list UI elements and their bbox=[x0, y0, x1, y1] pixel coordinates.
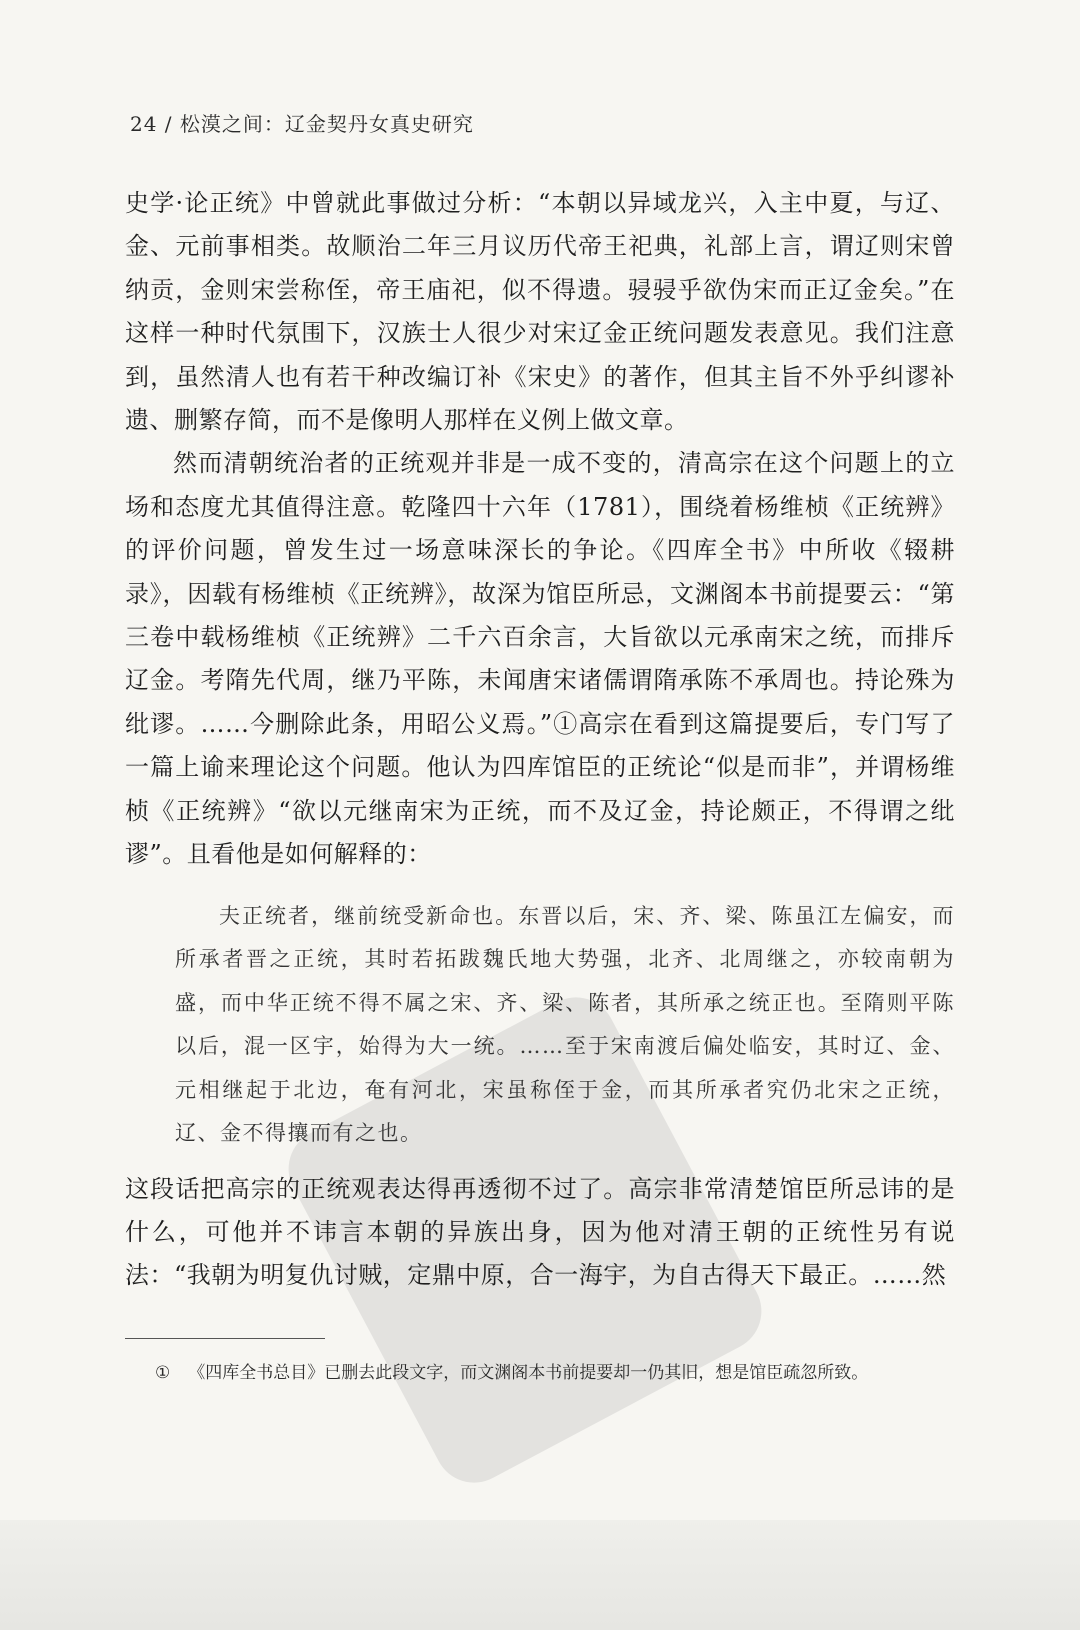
block-quote bbox=[175, 895, 955, 1156]
footnote-mark: ① bbox=[155, 1363, 171, 1383]
paragraph: 然而清朝统治者的正统观并非是一成不变的，清高宗在这个问题上的立场和态度尤其值得注意。乾隆四十六年（1781），围绕着杨维桢《正统辨》的评价问题，曾发生过一场意味深长的争论。《四库全书》中所收《辍耕录》，因载有杨维桢《正统辨》，故深为馆臣所忌，文渊阁本书前提要云：“第三卷中载杨维桢《正统辨》二千六百余言，大旨欲以元承南宋之统，而排斥辽金。考隋先代周，继乃平陈，未闻唐宋诸儒谓隋承陈不承周也。持论殊为纰谬。……今删除此条，用昭公义焉。”①高宗在看到这篇提要后，专门写了一篇上谕来理论这个问题。他认为四库馆臣的正统论“似是而非”，并谓杨维桢《正统辨》“欲以元继南宋为正统，而不及辽金，持论颇正，不得谓之纰谬”。且看他是如何解释的： bbox=[125, 449, 955, 869]
footnote-divider bbox=[125, 1338, 325, 1339]
quote-text: 夫正统者，继前统受新命也。东晋以后，宋、齐、梁、陈虽江左偏安，而所承者晋之正统，其时若拓跋魏氏地大势强，北齐、北周继之，亦较南朝为盛，而中华正统不得不属之宋、齐、梁、陈者，其所承之统正也。至隋则平陈以后，混一区宇，始得为大一统。……至于宋南渡后偏处临安，其时辽、金、元相继起于北边，奄有河北，宋虽称侄于金，而其所承者究仍北宋之正统，辽、金不得攘而有之也。 bbox=[175, 903, 955, 1145]
running-header: 24 / 松漠之间：辽金契丹女真史研究 bbox=[130, 112, 474, 136]
main-text bbox=[125, 182, 955, 1298]
footnote bbox=[155, 1360, 945, 1386]
scan-bottom-shadow bbox=[0, 1520, 1080, 1630]
footnote-text: 《四库全书总目》已删去此段文字，而文渊阁本书前提要却一仍其旧，想是馆臣疏忽所致。 bbox=[188, 1363, 869, 1383]
paragraph-after-quote: 这段话把高宗的正统观表达得再透彻不过了。高宗非常清楚馆臣所忌讳的是什么，可他并不讳言本朝的异族出身，因为他对清王朝的正统性另有说法：“我朝为明复仇讨贼，定鼎中原，合一海宇，为自古得天下最正。……然 bbox=[125, 1174, 955, 1290]
paragraph-continued: 史学·论正统》中曾就此事做过分析：“本朝以异域龙兴，入主中夏，与辽、金、元前事相类。故顺治二年三月议历代帝王祀典，礼部上言，谓辽则宋曾纳贡，金则宋尝称侄，帝王庙祀，似不得遗。骎骎乎欲伪宋而正辽金矣。”在这样一种时代氛围下，汉族士人很少对宋辽金正统问题发表意见。我们注意到，虽然清人也有若干种改编订补《宋史》的著作，但其主旨不外乎纠谬补遗、删繁存简，而不是像明人那样在义例上做文章。 bbox=[125, 189, 955, 435]
